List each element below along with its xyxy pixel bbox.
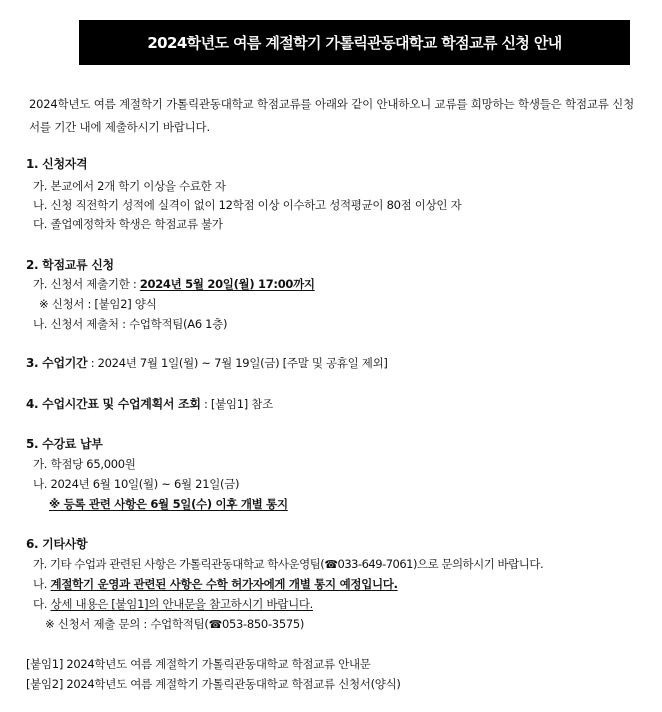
attachment-1: [붙임1] 2024학년도 여름 계절학기 가톨릭관동대학교 학점교류 안내문 bbox=[26, 657, 371, 671]
telephone-icon: ☎ bbox=[324, 558, 338, 571]
registrar-phone: 053-850-3575 bbox=[222, 617, 300, 631]
section-6-item-b-prefix: 나. bbox=[33, 577, 51, 591]
section-6-item-a-suffix: )으로 문의하시기 바랍니다. bbox=[412, 557, 544, 571]
section-3 bbox=[26, 355, 388, 371]
section-2-item-a bbox=[33, 276, 315, 292]
section-2-heading: 2. 학점교류 신청 bbox=[26, 258, 114, 272]
section-5-item-a: 가. 학점당 65,000원 bbox=[33, 457, 136, 471]
section-6-heading: 6. 기타사항 bbox=[26, 537, 88, 551]
intro-paragraph: 2024학년도 여름 계절학기 가톨릭관동대학교 학점교류를 아래와 같이 안내하오니 교류를 희망하는 학생들은 학점교류 신청서를 기간 내에 제출하시기 바랍니다. bbox=[29, 97, 634, 134]
section-1-heading: 1. 신청자격 bbox=[26, 157, 88, 171]
section-6-item-b-text: 계절학기 운영과 관련된 사항은 수학 허가자에게 개별 통지 예정입니다. bbox=[50, 577, 398, 591]
section-6-item-a-text: 가. 기타 수업과 관련된 사항은 가톨릭관동대학교 학사운영팀( bbox=[33, 557, 325, 571]
section-6-item-c-prefix: 다. bbox=[33, 597, 51, 611]
attachment-2: [붙임2] 2024학년도 여름 계절학기 가톨릭관동대학교 학점교류 신청서(양식) bbox=[26, 677, 401, 691]
section-5-item-b: 나. 2024년 6월 10일(월) ~ 6월 21일(금) bbox=[33, 477, 240, 491]
section-4-heading: 4. 수업시간표 및 수업계획서 조회 bbox=[26, 397, 201, 411]
academic-affairs-phone: 033-649-7061 bbox=[337, 557, 413, 571]
submission-inquiry-suffix: ) bbox=[299, 617, 305, 631]
document-title: 2024학년도 여름 계절학기 가톨릭관동대학교 학점교류 신청 안내 bbox=[147, 34, 562, 52]
section-6-item-c bbox=[33, 596, 313, 612]
application-form-note: ※ 신청서 : [붙임2] 양식 bbox=[39, 297, 157, 311]
registration-notice: ※ 등록 관련 사항은 6월 5일(수) 이후 개별 통지 bbox=[49, 497, 288, 511]
section-1-item-b: 나. 신청 직전학기 성적에 실격이 없이 12학점 이상 이수하고 성적평균이 80점 이상인 자 bbox=[33, 198, 462, 212]
section-6-item-a bbox=[33, 556, 543, 573]
section-6-item-c-text: 상세 내용은 [붙임1]의 안내문을 참고하시기 바랍니다. bbox=[50, 597, 314, 611]
submission-inquiry-label: ※ 신청서 제출 문의 : 수업학적팀( bbox=[45, 617, 209, 631]
section-2-item-b: 나. 신청서 제출처 : 수업학적팀(A6 1층) bbox=[33, 317, 228, 331]
deadline-value: 2024년 5월 20일(월) 17:00까지 bbox=[139, 277, 315, 291]
section-4 bbox=[26, 396, 273, 412]
section-1-item-a: 가. 본교에서 2개 학기 이상을 수료한 자 bbox=[33, 179, 226, 193]
section-5-heading: 5. 수강료 납부 bbox=[26, 437, 103, 451]
submission-inquiry-note bbox=[45, 616, 304, 633]
document-title-banner bbox=[79, 20, 630, 65]
deadline-label: 가. 신청서 제출기한 : bbox=[33, 277, 140, 291]
section-4-text: : [붙임1] 참조 bbox=[200, 397, 273, 411]
telephone-icon: ☎ bbox=[208, 618, 222, 631]
section-1-item-c: 다. 졸업예정학차 학생은 학점교류 불가 bbox=[33, 217, 223, 231]
section-3-heading: 3. 수업기간 bbox=[26, 356, 88, 370]
section-6-item-b bbox=[33, 576, 398, 592]
section-3-text: : 2024년 7월 1일(월) ~ 7월 19일(금) [주말 및 공휴일 제외] bbox=[87, 356, 388, 370]
